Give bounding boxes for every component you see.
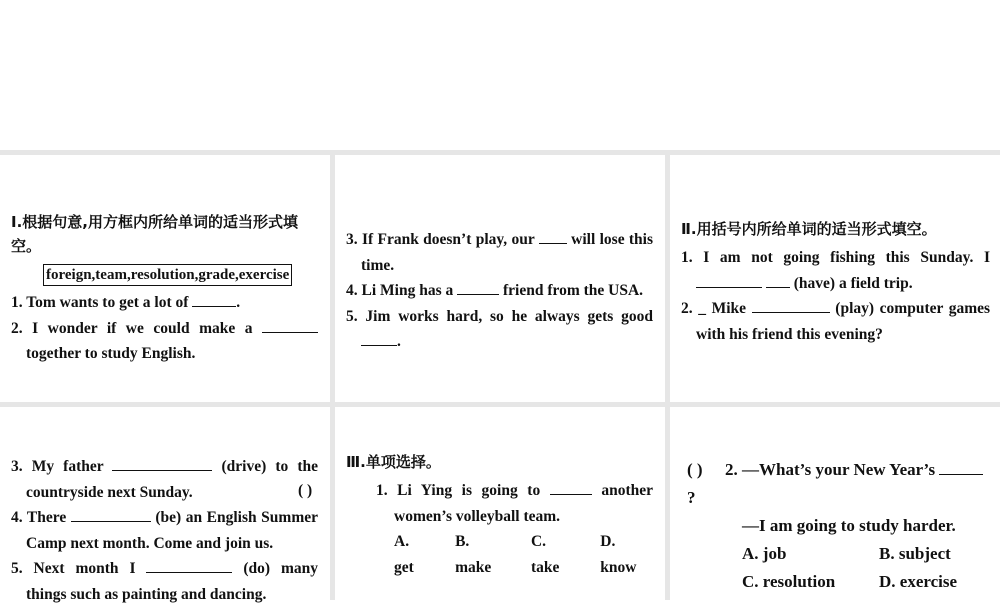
question-1: 1. Tom wants to get a lot of . bbox=[11, 294, 241, 311]
section-2-continued-panel bbox=[0, 407, 330, 603]
question-2: 2. _ Mike (play) computer games with his friend this evening? bbox=[681, 300, 991, 343]
option-a[interactable]: A. get bbox=[394, 533, 414, 576]
section-1-panel bbox=[0, 155, 330, 402]
question-2: 2. I wonder if we could make a together to study English. bbox=[11, 316, 318, 367]
option-c[interactable]: C. resolution bbox=[742, 572, 836, 591]
answer-parenthesis[interactable]: ( ) bbox=[298, 482, 313, 499]
answer-blank[interactable] bbox=[71, 507, 151, 522]
option-c[interactable]: C. take bbox=[530, 533, 560, 576]
section-1-heading: Ⅰ.根据句意,用方框内所给单词的适当形式填空。 bbox=[11, 213, 298, 255]
question-1: ( ) 1. Li Ying is going to another women’s volleyball team. bbox=[346, 478, 653, 529]
answer-blank-continued[interactable] bbox=[766, 273, 790, 288]
word-box: foreign,team,resolution,grade,exercise bbox=[43, 264, 292, 286]
question-2: ( ) 2. —What’s your New Year’s ? bbox=[687, 456, 988, 512]
section-3-heading: Ⅲ.单项选择。 bbox=[346, 453, 441, 471]
answer-blank[interactable] bbox=[939, 460, 983, 475]
option-d[interactable]: D. exercise bbox=[879, 572, 958, 591]
reply-line: —I am going to study harder. bbox=[742, 516, 956, 535]
answer-blank[interactable] bbox=[696, 273, 762, 288]
answer-blank[interactable] bbox=[112, 456, 212, 471]
option-b[interactable]: B. make bbox=[455, 533, 492, 576]
option-b[interactable]: B. subject bbox=[879, 544, 951, 563]
answer-blank[interactable] bbox=[457, 280, 499, 295]
section-1-continued-panel bbox=[335, 155, 665, 402]
question-4: 4. Li Ming has a friend from the USA. bbox=[346, 282, 644, 299]
question-3: 3. If Frank doesn’t play, our will lose this time. bbox=[346, 231, 654, 274]
section-3-panel bbox=[298, 407, 665, 600]
answer-blank[interactable] bbox=[550, 480, 592, 495]
answer-blank[interactable] bbox=[361, 331, 397, 346]
answer-blank[interactable] bbox=[539, 229, 567, 244]
question-5: 5. Next month I (do) many things such as painting and dancing. bbox=[11, 560, 319, 603]
section-3-continued-panel bbox=[670, 407, 1000, 600]
answer-parenthesis[interactable]: ( ) bbox=[687, 460, 703, 479]
options-list bbox=[346, 529, 653, 580]
option-a[interactable]: A. job bbox=[742, 544, 787, 563]
answer-blank[interactable] bbox=[146, 558, 232, 573]
answer-blank[interactable] bbox=[752, 298, 830, 313]
answer-blank[interactable] bbox=[262, 318, 318, 333]
question-5: 5. Jim works hard, so he always gets good . bbox=[346, 307, 653, 350]
section-2-panel bbox=[670, 155, 1000, 402]
answer-blank[interactable] bbox=[192, 292, 236, 307]
options-list bbox=[687, 540, 988, 596]
option-d[interactable]: D. know bbox=[600, 533, 637, 576]
question-4: 4. There (be) an English Summer Camp next month. Come and join us. bbox=[11, 509, 318, 552]
question-1: 1. I am not going fishing this Sunday. I (have) a field trip. bbox=[681, 249, 990, 292]
section-2-heading: Ⅱ.用括号内所给单词的适当形式填空。 bbox=[681, 220, 937, 238]
question-3: 3. My father (drive) to the countryside next Sunday. bbox=[11, 458, 318, 501]
